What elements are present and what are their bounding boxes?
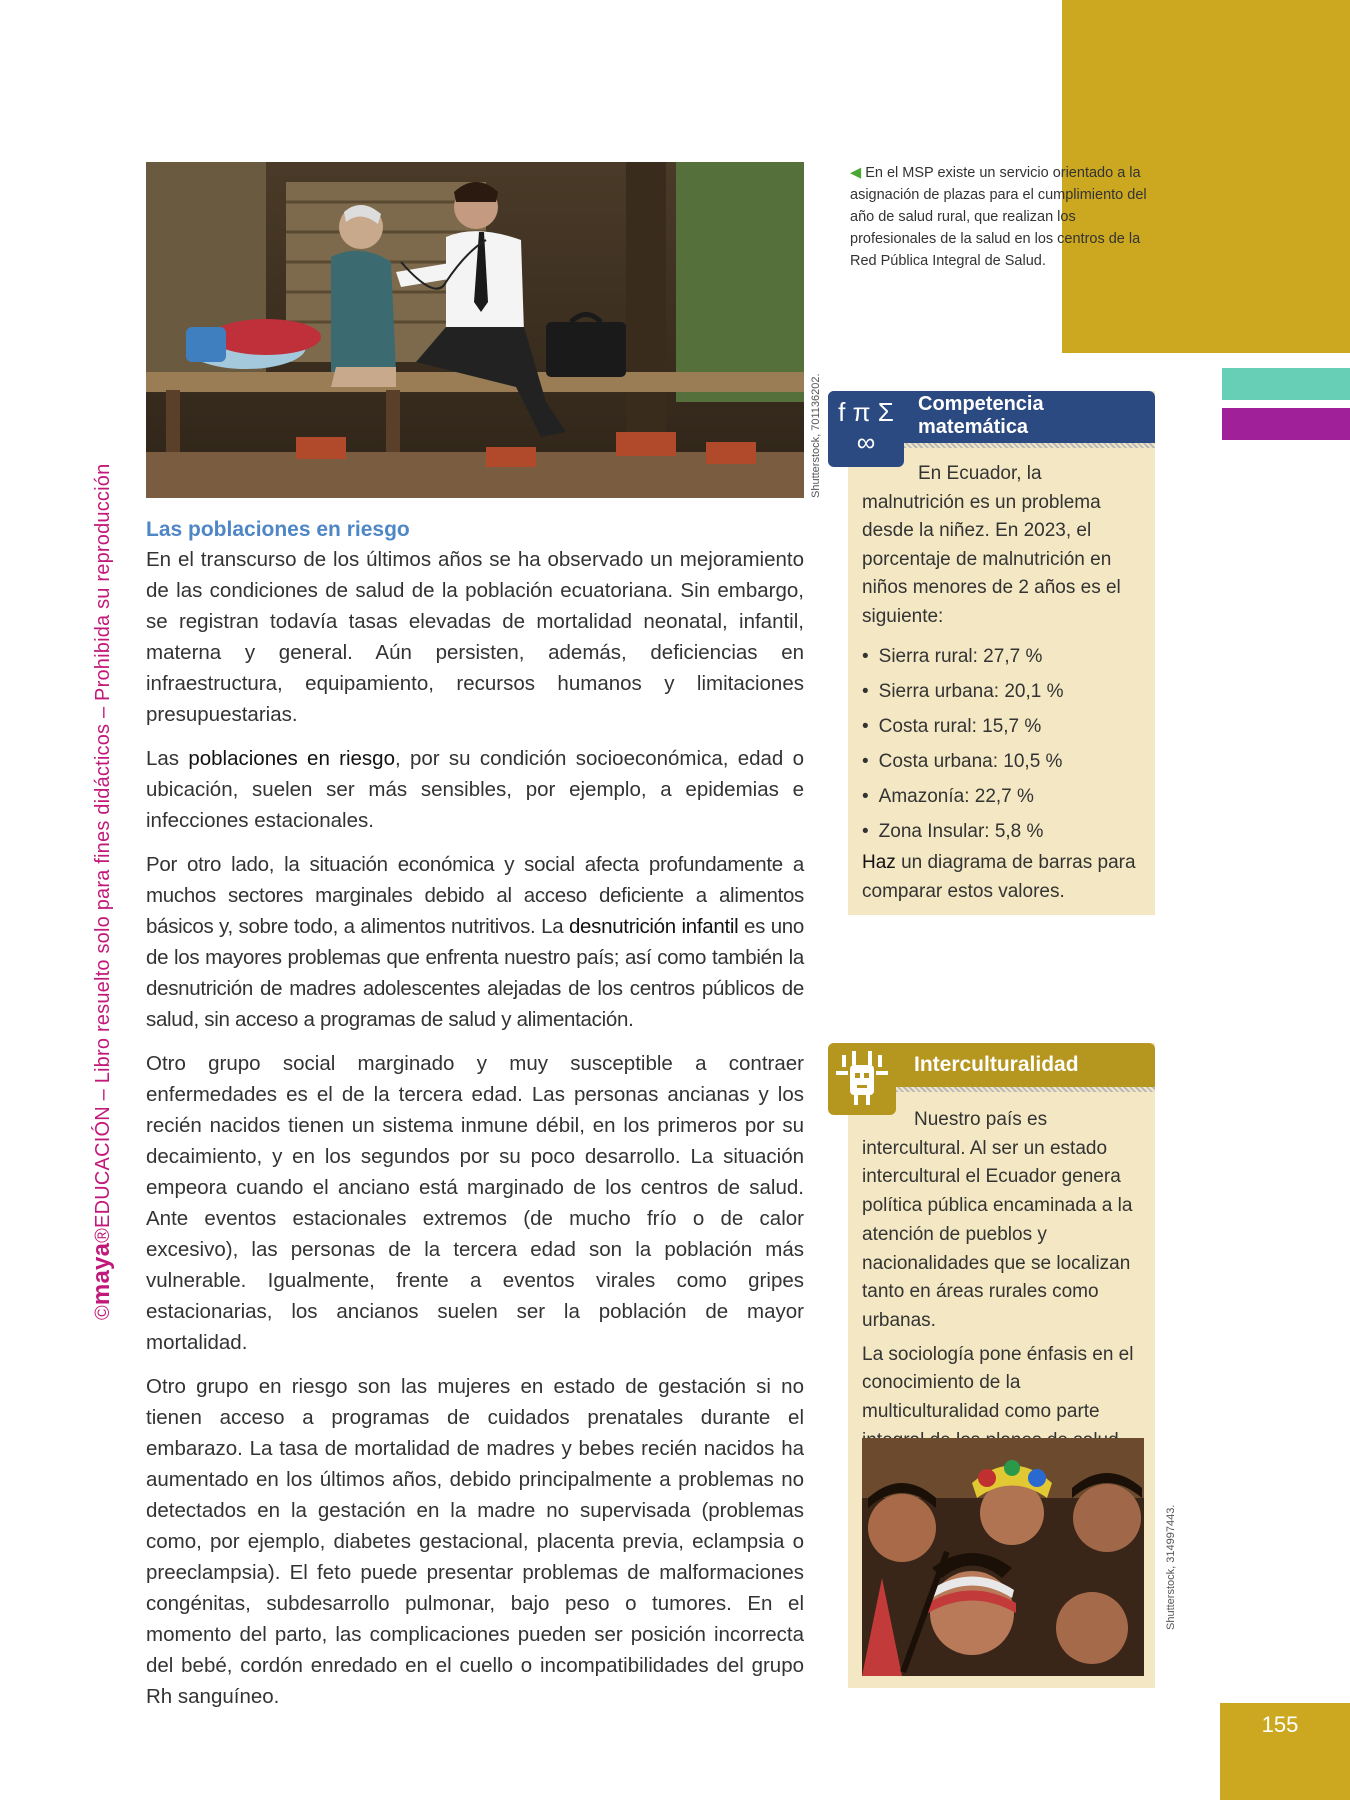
keyword-poblaciones: poblaciones en riesgo (188, 747, 395, 770)
paragraph-4: Otro grupo social marginado y muy susceptible a contraer enfermedades es el de la tercera edad. Las personas ancianas y los recién nacidos tienen un sistema inmune débil, en los primeros por su decaimiento, y en los segundos por su poco desarrollo. La situación empeora cuando el anciano está marginado de los centros de salud. Ante eventos estacionales extremos (de mucho frío o de calor excesivo), las personas de la tercera edad son la población más vulnerable. Igualmente, frente a eventos virales como gripes estacionarias, los ancianos suelen ser la población de mayor mortalidad. (146, 1052, 804, 1354)
paragraph-2-end: , por su condición socioeconómica, edad o ubicación, suelen ser más sensibles, por ejemplo, a epidemias e infecciones estacionales. (146, 747, 804, 832)
paragraph-2-start: Las (146, 747, 189, 770)
list-item: • Sierra rural: 27,7 % (862, 639, 1147, 674)
interculturality-title: Interculturalidad (914, 1053, 1079, 1076)
teal-tab (1222, 368, 1350, 400)
indigenous-children-photo (862, 1438, 1144, 1676)
list-item: • Amazonía: 22,7 % (862, 779, 1147, 814)
list-item: • Costa urbana: 10,5 % (862, 744, 1147, 779)
registered-mark: ® (92, 1227, 114, 1243)
magenta-tab (1222, 408, 1350, 440)
math-title-line2: matemática (918, 416, 1029, 438)
article-body (146, 518, 804, 1725)
task-verb: Haz (862, 852, 896, 873)
paragraph-3 (146, 849, 804, 1035)
paragraph-2 (146, 743, 804, 836)
mask-icon (828, 1043, 896, 1115)
brand-logo: maya (88, 1242, 115, 1306)
malnutrition-list (862, 639, 1147, 849)
math-intro: En Ecuador, la malnutrición es un problema desde la niñez. En 2023, el porcentaje de malnutrición en niños menores de 2 años es el siguiente: (862, 463, 1121, 627)
photo-credit: Shutterstock, 314997443. (1165, 1504, 1177, 1630)
paragraph-3-start: Por otro lado, la situación económica y social afecta profundamente a muchos sectores marginales debido al acceso deficiente a alimentos básicos y, sobre todo, a alimentos nutritivos. La (146, 853, 804, 938)
math-box-content (862, 460, 1147, 906)
task-text: un diagrama de barras para comparar estos valores. (862, 852, 1136, 902)
copyright-notice (88, 464, 116, 1320)
interculturality-paragraph-1: Nuestro país es intercultural. Al ser un estado intercultural el Ecuador genera política pública encaminada a la atención de pueblos y nacionalidades que se localizan tanto en áreas rurales como urbanas. (862, 1109, 1133, 1331)
interculturality-paragraph-2: La sociología pone énfasis en el conocimiento de la multiculturalidad como parte (862, 1343, 1134, 1423)
caption-text: En el MSP existe un servicio orientado a la asignación de plazas para el cumplimiento del año de salud rural, que realizan los profesionales de la salud en los centros de la Red Pública Integral de Salud. (850, 165, 1147, 269)
math-task (862, 849, 1147, 906)
photo-credit: Shutterstock, 701136202. (810, 373, 822, 498)
section-heading: Las poblaciones en riesgo (146, 518, 410, 541)
doctor-patient-photo (146, 162, 804, 498)
caption-marker-icon: ◀ (850, 165, 862, 181)
list-item: • Sierra urbana: 20,1 % (862, 674, 1147, 709)
paragraph-3-end: es uno de los mayores problemas que enfrenta nuestro país; así como también la desnutrición de madres adolescentes alejadas de los centros públicos de salud, sin acceso a programas de salud y alimentación. (146, 915, 804, 1031)
keyword-desnutricion: desnutrición infantil (568, 915, 739, 938)
photo-caption (850, 162, 1160, 272)
interculturality-stripe (896, 1087, 1155, 1092)
interculturality-content (862, 1106, 1147, 1460)
math-box-title (918, 393, 1044, 439)
list-item: • Zona Insular: 5,8 % (862, 814, 1147, 849)
math-header-stripe (904, 443, 1155, 448)
paragraph-1: En el transcurso de los últimos años se ha observado un mejoramiento de las condiciones de salud de la población ecuatoriana. Sin embargo, se registran todavía tasas elevadas de mortalidad neonatal, infantil, materna y general. Aún persisten, además, deficiencias en infraestructura, equipamiento, recursos humanos y limitaciones presupuestarias. (146, 548, 804, 726)
list-item: • Costa rural: 15,7 % (862, 709, 1147, 744)
paragraph-5: Otro grupo en riesgo son las mujeres en estado de gestación si no tienen acceso a programas de cuidados prenatales durante el embarazo. La tasa de mortalidad de madres y bebes recién nacidos ha aumentado en los últimos años, debido principalmente a problemas no detectados en la gestación en la madre no supervisada (problemas como, por ejemplo, diabetes gestacional, placenta previa, eclampsia o preeclampsia). El feto puede presentar problemas de malformaciones congénitas, subdesarrollo pulmonar, bajo peso o tumores. En el momento del parto, las complicaciones pueden ser posición incorrecta del bebé, cordón enredado en el cuello o incompatibilidades del grupo Rh sanguíneo. (146, 1375, 804, 1708)
copyright-text: EDUCACIÓN – Libro resuelto solo para fines didácticos – Prohibida su reproducción (92, 463, 114, 1228)
math-symbols-icon: f π Σ ∞ (828, 391, 904, 467)
math-title-line1: Competencia (918, 393, 1044, 415)
page-number: 155 (1261, 1712, 1299, 1737)
copyright-symbol: © (92, 1305, 114, 1320)
